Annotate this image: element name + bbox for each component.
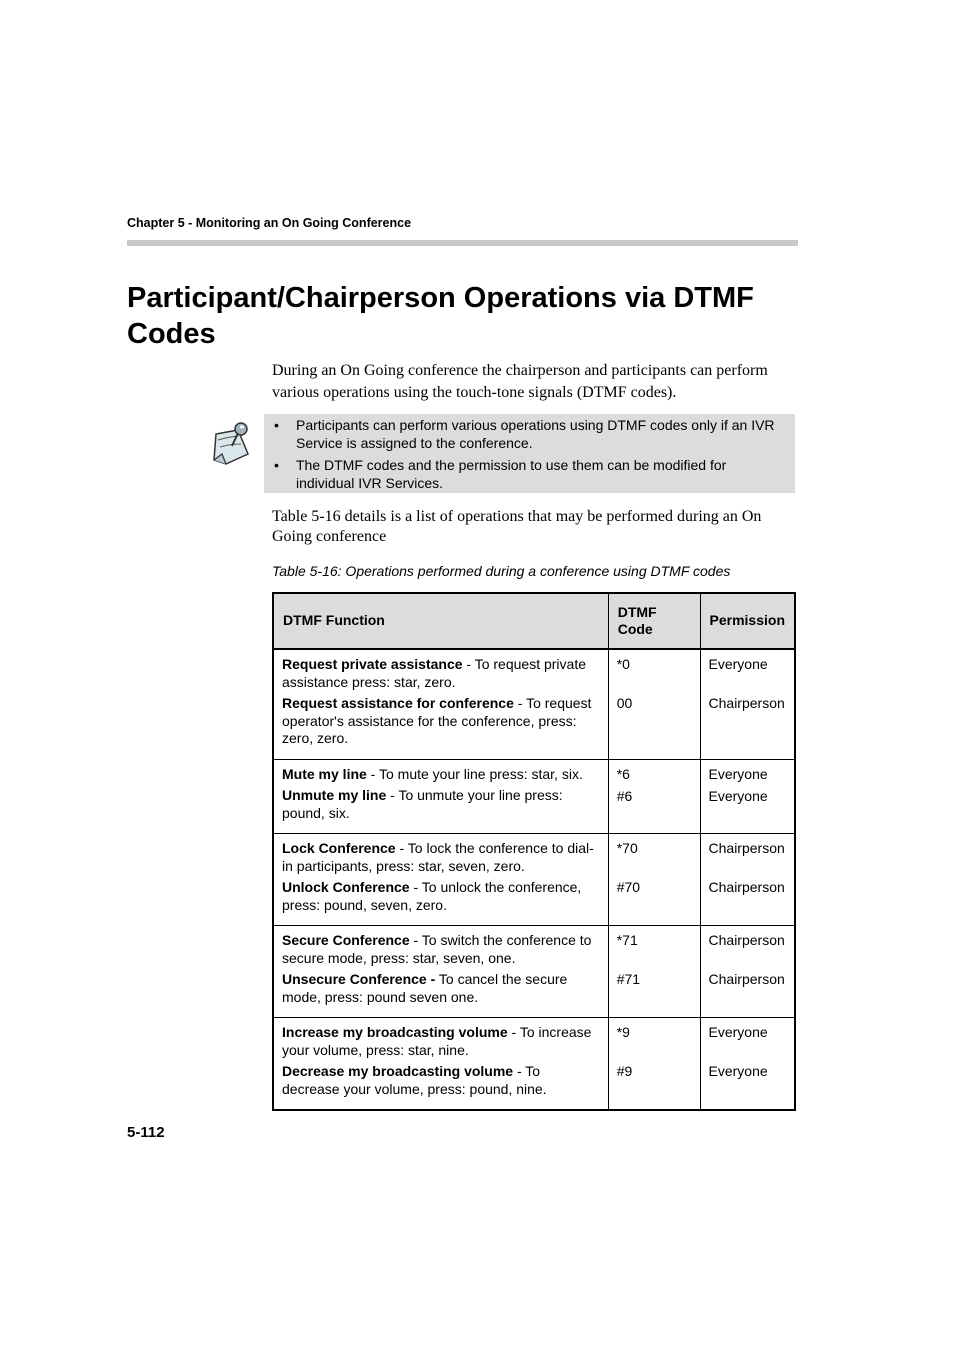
function-description: - To request operator's assistance for the conference, press: zero, zero. (282, 695, 592, 746)
function-cell (273, 926, 608, 1018)
function-name: Unmute my line (282, 787, 387, 803)
function-description: - To mute your line press: star, six. (366, 765, 583, 782)
permission-cell (700, 1018, 795, 1111)
function-description: - To lock the conference to dial-in participants, press: star, seven, zero. (282, 840, 594, 874)
permission-value: Chairperson (708, 879, 785, 895)
note-item (274, 456, 787, 492)
permission-value: Chairperson (708, 695, 785, 711)
function-cell (273, 649, 608, 759)
page-title: Participant/Chairperson Operations via DTMF Codes (127, 282, 754, 350)
table-row (273, 1018, 795, 1111)
function-name: Request assistance for conference (282, 695, 514, 711)
header-permission: Permission (700, 593, 795, 649)
function-entry (282, 695, 600, 748)
code-cell (608, 759, 700, 834)
function-name: Unlock Conference (282, 879, 410, 895)
function-cell (273, 1018, 608, 1111)
permission-value: Everyone (708, 1024, 768, 1040)
note-box (264, 414, 795, 493)
note-item (274, 416, 787, 452)
function-entry (282, 879, 600, 914)
table-row (273, 834, 795, 926)
intro-paragraph: During an On Going conference the chairperson and participants can perform various operations using the touch-tone signals (DTMF codes). (272, 362, 768, 401)
function-name: Mute my line (282, 765, 367, 782)
dtmf-code: #9 (616, 1063, 633, 1079)
function-description: - To unlock the conference, press: pound, seven, zero. (282, 879, 582, 913)
permission-cell (700, 759, 795, 834)
page-number: 5-112 (127, 1124, 165, 1141)
function-entry (282, 932, 600, 967)
function-description: - To switch the conference to secure mode, press: star, seven, one. (282, 932, 592, 966)
note-pin-icon (208, 420, 258, 468)
function-entry (282, 971, 600, 1006)
permission-value: Chairperson (708, 932, 785, 948)
dtmf-code: *0 (616, 656, 630, 672)
dtmf-code: *71 (616, 932, 638, 948)
dtmf-code: #71 (616, 971, 641, 987)
dtmf-operations-table (272, 592, 796, 1111)
function-description: - To unmute your line press: pound, six. (282, 787, 563, 821)
function-cell (273, 834, 608, 926)
dtmf-code: *9 (616, 1024, 630, 1040)
code-cell (608, 649, 700, 759)
function-entry (282, 787, 600, 822)
dtmf-code: #6 (616, 787, 633, 804)
table-row (273, 926, 795, 1018)
function-entry (282, 656, 600, 691)
function-entry (282, 1063, 600, 1098)
function-name: Request private assistance (282, 656, 463, 672)
permission-value: Everyone (708, 787, 768, 804)
function-name: Increase my broadcasting volume (282, 1024, 508, 1040)
dtmf-code: *70 (616, 840, 638, 856)
permission-value: Everyone (708, 656, 768, 672)
permission-cell (700, 926, 795, 1018)
function-name: Secure Conference (282, 932, 410, 948)
permission-value: Everyone (708, 765, 768, 782)
header-dtmf-function: DTMF Function (273, 593, 608, 649)
header-dtmf-code: DTMF Code (608, 593, 700, 649)
function-cell (273, 759, 608, 834)
bullet-icon: • (274, 417, 279, 433)
function-description: - To decrease your volume, press: pound, nine. (282, 1063, 547, 1097)
running-header: Chapter 5 - Monitoring an On Going Conference (127, 216, 412, 230)
dtmf-code: 00 (616, 695, 633, 711)
function-entry (282, 840, 600, 875)
note-item-text: Participants can perform various operations using DTMF codes only if an IVR Service is assigned to the conference. (296, 417, 775, 451)
function-description: - To increase your volume, press: star, nine. (282, 1024, 592, 1058)
function-name: Lock Conference (282, 840, 396, 856)
permission-value: Everyone (708, 1063, 768, 1079)
function-name: Decrease my broadcasting volume (282, 1063, 514, 1079)
code-cell (608, 1018, 700, 1111)
note-item-text: The DTMF codes and the permission to use them can be modified for individual IVR Services. (296, 457, 727, 491)
dtmf-code: #70 (616, 879, 641, 895)
note-list (274, 416, 787, 492)
function-description: To cancel the secure mode, press: pound seven one. (282, 971, 568, 1005)
table-header-row (273, 593, 795, 649)
function-entry (282, 1024, 600, 1059)
bullet-icon: • (274, 457, 279, 473)
code-cell (608, 834, 700, 926)
dtmf-code: *6 (616, 765, 630, 782)
function-entry (282, 766, 600, 784)
table-intro-paragraph: Table 5-16 details is a list of operations that may be performed during an On Going conference (272, 508, 762, 545)
function-description: - To request private assistance press: star, zero. (282, 656, 587, 690)
code-cell (608, 926, 700, 1018)
table-row (273, 759, 795, 834)
permission-value: Chairperson (708, 840, 785, 856)
table-caption: Table 5-16: Operations performed during a conference using DTMF codes (272, 563, 731, 579)
function-name: Unsecure Conference - (282, 971, 436, 987)
header-rule (127, 240, 798, 246)
permission-cell (700, 649, 795, 759)
permission-value: Chairperson (708, 971, 785, 987)
table-row (273, 649, 795, 759)
permission-cell (700, 834, 795, 926)
